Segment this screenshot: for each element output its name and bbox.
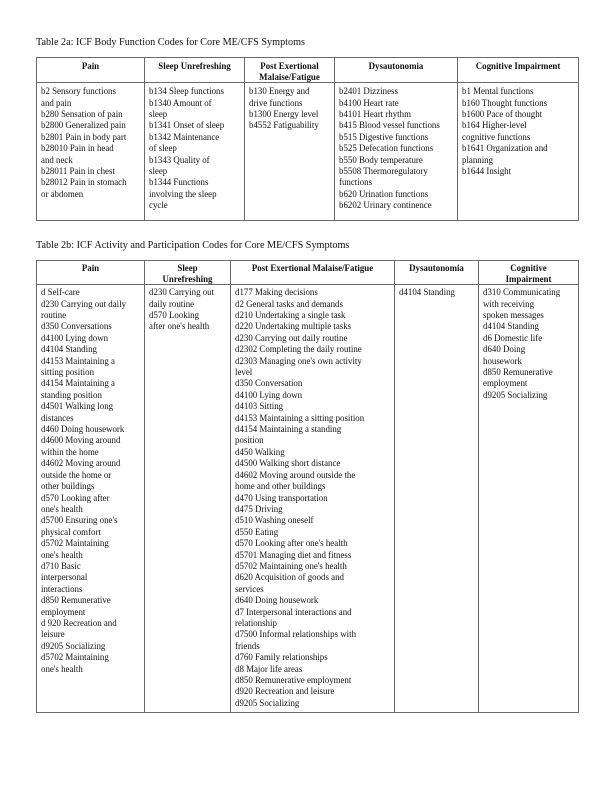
code-line: b1344 Functions [149, 177, 209, 188]
header-line: Cognitive Impairment [475, 61, 561, 71]
code-line: d4602 Moving around outside the [235, 469, 356, 480]
header-line: Unrefreshing [162, 273, 213, 284]
code-line: b1600 Pace of thought [462, 109, 543, 119]
code-line: d230 Carrying out [149, 287, 215, 298]
code-line: d350 Conversation [235, 378, 303, 389]
code-line: b2 Sensory functions [41, 86, 116, 97]
code-line: distances [41, 412, 74, 423]
code-line: d6 Domestic life [483, 332, 543, 343]
header-line: Pain [81, 263, 100, 273]
code-line: d4154 Maintaining a [41, 378, 115, 389]
code-line: interactions [41, 583, 83, 594]
code-line: d4100 Lying down [235, 389, 303, 400]
code-line: d760 Family relationships [235, 652, 328, 663]
code-line: d9205 Socializing [235, 697, 300, 708]
code-line: d620 Acquisition of goods and [235, 572, 344, 583]
code-line: d570 Looking [149, 310, 200, 320]
table-2b-cell-pem [231, 285, 395, 713]
code-line: one's health [41, 549, 83, 560]
table-2b-cell-pain [37, 285, 145, 713]
code-line: leisure [41, 629, 65, 640]
code-line: d5700 Ensuring one's [41, 515, 118, 526]
table-2a-cell-cognitive [458, 83, 579, 221]
code-line: position [235, 435, 264, 446]
code-line: d4104 Standing [41, 344, 97, 355]
table-2a-cell-pain [37, 83, 145, 221]
code-line: functions [339, 177, 373, 188]
table-2a-header-pain [37, 58, 145, 83]
code-line: b280 Sensation of pain [41, 109, 123, 119]
code-line: routine [41, 310, 67, 320]
code-line: b28012 Pain in stomach [41, 177, 127, 188]
code-line: b2401 Dizziness [339, 86, 398, 97]
code-line: employment [41, 606, 86, 617]
code-line: d Self-care [41, 287, 80, 298]
code-line: d850 Remunerative employment [235, 675, 352, 685]
code-line: d230 Carrying out daily [41, 298, 127, 309]
code-line: d9205 Socializing [483, 389, 548, 400]
table-2b-cell-cognitive [479, 285, 579, 713]
code-line: friends [235, 640, 260, 651]
table-2b [36, 260, 579, 713]
code-line: interpersonal [41, 572, 88, 583]
code-line: d570 Looking after one's health [235, 538, 348, 549]
code-line: planning [462, 154, 494, 165]
table-2b-caption: Table 2b: ICF Activity and Participation Codes for Core ME/CFS Symptoms [36, 240, 350, 251]
code-line: services [235, 583, 264, 594]
table-2a-cell-sleep [145, 83, 245, 221]
code-line: d640 Doing housework [235, 595, 319, 606]
code-line: b1300 Energy level [249, 109, 319, 119]
table-2b-header-pem [231, 261, 395, 285]
code-line: d550 Eating [235, 526, 279, 537]
table-2b-header-row [37, 261, 579, 285]
code-line: b134 Sleep functions [149, 86, 224, 97]
table-2b-header-sleep [145, 261, 231, 285]
code-line: d5701 Managing diet and fitness [235, 549, 352, 560]
header-line: Pain [81, 61, 100, 71]
code-line: b515 Digestive functions [339, 131, 429, 142]
code-line: b28010 Pain in head [41, 143, 114, 154]
code-line: housework [483, 355, 522, 366]
code-line: d4500 Walking short distance [235, 458, 341, 469]
code-line: spoken messages [483, 310, 544, 320]
code-line: d4501 Walking long [41, 401, 114, 412]
code-line: home and other buildings [235, 481, 326, 492]
code-line: b1 Mental functions [462, 86, 534, 97]
code-line: d470 Using transportation [235, 492, 328, 503]
code-line: b1341 Onset of sleep [149, 120, 225, 131]
code-line: d4104 Standing [399, 287, 455, 298]
code-line: with receiving [483, 298, 535, 309]
header-line: Post Exertional Malaise/Fatigue [251, 263, 374, 273]
code-line: b550 Body temperature [339, 154, 423, 165]
table-2a-cell-pem [245, 83, 335, 221]
code-line: within the home [41, 446, 99, 457]
code-line: d2302 Completing the daily routine [235, 344, 362, 355]
code-line: physical comfort [41, 526, 101, 537]
code-line: b6202 Urinary continence [339, 200, 432, 211]
header-line: Sleep [177, 263, 198, 273]
code-line: d4104 Standing [483, 321, 539, 332]
table-2b-header-cognitive [479, 261, 579, 285]
code-line: d5702 Maintaining [41, 538, 109, 549]
table-2a-cell-dysautonomia [335, 83, 458, 221]
code-line: d 920 Recreation and [41, 617, 117, 628]
code-line: b160 Thought functions [462, 97, 548, 108]
code-line: b1340 Amount of [149, 97, 212, 108]
code-line: d7 Interpersonal interactions and [235, 606, 352, 617]
header-line: Dysautonomia [409, 263, 464, 273]
code-line: d210 Undertaking a single task [235, 310, 346, 320]
header-line: Malaise/Fatigue [259, 71, 320, 82]
code-line: d350 Conversations [41, 321, 112, 332]
code-line: d5702 Maintaining [41, 652, 109, 663]
code-line: d5702 Maintaining one's health [235, 560, 347, 571]
code-line: d920 Recreation and leisure [235, 686, 335, 697]
code-line: d850 Remunerative [483, 367, 553, 378]
code-line: and pain [41, 97, 72, 108]
code-line: d7500 Informal relationships with [235, 629, 357, 640]
table-2b-body-row [37, 285, 579, 713]
table-2b-cell-dysautonomia [395, 285, 479, 713]
code-line: sitting position [41, 367, 95, 378]
table-2a [36, 57, 579, 221]
header-line: Post Exertional [260, 61, 319, 71]
code-line: drive functions [249, 97, 303, 108]
code-line: employment [483, 378, 528, 389]
code-line: d460 Doing housework [41, 424, 125, 435]
code-line: b620 Urination functions [339, 188, 429, 199]
code-line: d4154 Maintaining a standing [235, 424, 342, 435]
table-2a-body-row [37, 83, 579, 221]
code-line: level [235, 367, 253, 378]
code-line: b1342 Maintenance [149, 131, 220, 142]
code-line: after one's health [149, 321, 210, 332]
code-line: one's health [41, 503, 83, 514]
header-line: Dysautonomia [368, 61, 424, 71]
code-line: d4153 Maintaining a sitting position [235, 412, 365, 423]
header-line: Sleep Unrefreshing [158, 61, 231, 71]
code-line: b1641 Organization and [462, 143, 548, 154]
code-line: d475 Driving [235, 503, 283, 514]
code-line: daily routine [149, 298, 195, 309]
code-line: b4101 Heart rhythm [339, 109, 411, 119]
code-line: d8 Major life areas [235, 663, 303, 674]
header-line: Cognitive [510, 263, 547, 273]
code-line: d4153 Maintaining a [41, 355, 115, 366]
code-line: involving the sleep [149, 188, 217, 199]
code-line: d2303 Managing one's own activity [235, 355, 362, 366]
code-line: sleep [149, 166, 168, 177]
table-2a-header-row [37, 58, 579, 83]
code-line: d570 Looking after [41, 492, 110, 503]
code-line: b2800 Generalized pain [41, 120, 126, 131]
code-line: d510 Washing oneself [235, 515, 314, 526]
code-line: other buildings [41, 481, 95, 492]
code-line: d9205 Socializing [41, 640, 106, 651]
code-line: d640 Doing [483, 344, 526, 355]
code-line: d220 Undertaking multiple tasks [235, 321, 352, 332]
code-line: of sleep [149, 143, 177, 154]
table-2a-header-sleep [145, 58, 245, 83]
table-2a-caption: Table 2a: ICF Body Function Codes for Core ME/CFS Symptoms [36, 37, 305, 48]
code-line: b4100 Heart rate [339, 97, 399, 108]
code-line: b1644 Insight [462, 166, 512, 177]
code-line: d710 Basic [41, 560, 81, 571]
code-line: d4100 Lying down [41, 332, 109, 343]
code-line: b525 Defecation functions [339, 143, 434, 154]
code-line: b2801 Pain in body part [41, 131, 127, 142]
code-line: outside the home or [41, 469, 112, 480]
code-line: d2 General tasks and demands [235, 298, 343, 309]
code-line: d4600 Moving around [41, 435, 121, 446]
code-line: one's health [41, 663, 83, 674]
table-2b-header-dysautonomia [395, 261, 479, 285]
code-line: d850 Remunerative [41, 595, 111, 606]
code-line: cycle [149, 200, 168, 211]
code-line: b164 Higher-level [462, 120, 527, 131]
code-line: cognitive functions [462, 131, 531, 142]
code-line: standing position [41, 389, 102, 400]
table-2a-header-cognitive [458, 58, 579, 83]
code-line: d4103 Sitting [235, 401, 284, 412]
table-2a-header-pem [245, 58, 335, 83]
code-line: d310 Communicating [483, 287, 561, 298]
code-line: and neck [41, 154, 73, 165]
table-2a-header-dysautonomia [335, 58, 458, 83]
code-line: b1343 Quality of [149, 154, 210, 165]
code-line: b130 Energy and [249, 86, 310, 97]
code-line: sleep [149, 109, 168, 119]
code-line: b415 Blood vessel functions [339, 120, 440, 131]
code-line: b4552 Fatiguability [249, 120, 319, 131]
code-line: d450 Walking [235, 446, 285, 457]
code-line: b5508 Thermoregulatory [339, 166, 428, 177]
table-2b-cell-sleep [145, 285, 231, 713]
header-line: Impairment [505, 273, 552, 284]
code-line: b28011 Pain in chest [41, 166, 115, 177]
code-line: relationship [235, 617, 277, 628]
code-line: d230 Carrying out daily routine [235, 332, 348, 343]
code-line: d177 Making decisions [235, 287, 318, 298]
table-2b-header-pain [37, 261, 145, 285]
code-line: d4602 Moving around [41, 458, 121, 469]
code-line: or abdomen [41, 188, 84, 199]
